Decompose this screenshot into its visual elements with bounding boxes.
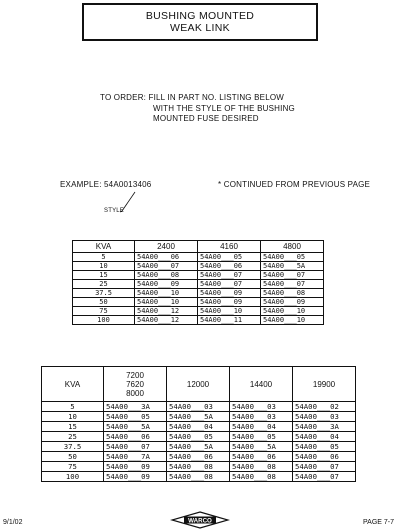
part-number-cell: 54A00___07 [135,262,198,271]
title-line-1: BUSHING MOUNTED [145,10,255,22]
part-number-cell: 54A00___06 [167,452,230,462]
voltage-header-19900: 19900 [293,367,356,402]
part-number-cell: 54A00___04 [230,422,293,432]
part-number-cell: 54A00___12 [135,316,198,325]
part-number-cell: 54A00___07 [293,472,356,482]
warco-logo [170,511,230,529]
part-number-cell: 54A00___09 [261,298,324,307]
style-label: STYLE [104,208,125,214]
part-number-cell: 54A00___05 [261,253,324,262]
continued-note: * CONTINUED FROM PREVIOUS PAGE [218,180,371,189]
part-number-cell: 54A00___09 [104,472,167,482]
kva-cell: 75 [73,307,135,316]
kva-cell: 15 [73,271,135,280]
part-number-cell: 54A00___04 [167,422,230,432]
part-number-cell: 54A00___09 [104,462,167,472]
part-number-cell: 54A00___12 [135,307,198,316]
voltage-table-2 [41,366,356,482]
table-body [73,253,324,325]
part-number-cell: 54A00___5A [261,262,324,271]
part-number-cell: 54A00___07 [198,271,261,280]
part-number-cell: 54A00___10 [198,307,261,316]
part-number-cell: 54A00___08 [135,271,198,280]
kva-cell: 15 [42,422,104,432]
table-row [42,432,356,442]
kva-cell: 100 [42,472,104,482]
part-number-cell: 54A00___07 [261,271,324,280]
kva-cell: 37.5 [42,442,104,452]
part-number-cell: 54A00___05 [167,432,230,442]
part-number-cell: 54A00___03 [167,402,230,412]
part-number-cell: 54A00___08 [230,472,293,482]
part-number-cell: 54A00___05 [293,442,356,452]
part-number-cell: 54A00___07 [198,280,261,289]
part-number-cell: 54A00___09 [198,289,261,298]
kva-cell: 5 [42,402,104,412]
kva-cell: 37.5 [73,289,135,298]
part-number-cell: 54A00___11 [198,316,261,325]
kva-cell: 25 [73,280,135,289]
footer-date: 9/1/02 [3,519,23,526]
kva-header: KVA [73,241,135,253]
footer-page-number: PAGE 7-7 [363,519,394,526]
table-row [73,298,324,307]
table-row [42,462,356,472]
table-row [73,316,324,325]
table-row [42,402,356,412]
svg-text:WARCO: WARCO [188,517,212,525]
order-line-2: WITH THE STYLE OF THE BUSHING [153,103,295,113]
part-number-cell: 54A00___08 [167,472,230,482]
part-number-cell: 54A00___5A [230,442,293,452]
table-row [42,472,356,482]
part-number-cell: 54A00___07 [261,280,324,289]
voltage-header-7200-7620-8000 [104,367,167,402]
table-header-row [73,241,324,253]
table-row [42,452,356,462]
part-number-cell: 54A00___02 [293,402,356,412]
part-number-cell: 54A00___5A [104,422,167,432]
kva-cell: 50 [73,298,135,307]
order-line-3: MOUNTED FUSE DESIRED [153,114,259,123]
part-number-cell: 54A00___06 [104,432,167,442]
voltage-table-1 [72,240,324,325]
voltage-header-4160: 4160 [198,241,261,253]
kva-cell: 5 [73,253,135,262]
kva-cell: 100 [73,316,135,325]
part-number-cell: 54A00___09 [135,280,198,289]
part-number-cell: 54A00___08 [230,462,293,472]
part-number-cell: 54A00___05 [198,253,261,262]
part-number-cell: 54A00___10 [135,298,198,307]
voltage-7620: 7620 [126,379,144,389]
part-number-cell: 54A00___08 [261,289,324,298]
title-line-2: WEAK LINK [170,22,230,34]
part-number-cell: 54A00___07 [104,442,167,452]
kva-cell: 50 [42,452,104,462]
part-number-cell: 54A00___3A [104,402,167,412]
part-number-cell: 54A00___06 [135,253,198,262]
part-number-cell: 54A00___3A [293,422,356,432]
voltage-header-14400: 14400 [230,367,293,402]
kva-cell: 25 [42,432,104,442]
example-part-number: EXAMPLE: 54A0013406 [60,180,152,189]
part-number-cell: 54A00___7A [104,452,167,462]
table-header-row [42,367,356,402]
table-row [73,262,324,271]
part-number-cell: 54A00___04 [293,432,356,442]
part-number-cell: 54A00___5A [167,442,230,452]
part-number-cell: 54A00___05 [230,432,293,442]
table-row [73,307,324,316]
table-row [73,280,324,289]
part-number-cell: 54A00___03 [230,412,293,422]
table-row [73,253,324,262]
kva-cell: 75 [42,462,104,472]
voltage-8000: 8000 [126,388,144,398]
part-number-cell: 54A00___05 [104,412,167,422]
voltage-7200: 7200 [126,370,144,380]
part-number-cell: 54A00___06 [198,262,261,271]
kva-header: KVA [42,367,104,402]
part-number-cell: 54A00___06 [293,452,356,462]
table-row [73,271,324,280]
part-number-cell: 54A00___06 [230,452,293,462]
part-number-cell: 54A00___03 [293,412,356,422]
voltage-header-4800: 4800 [261,241,324,253]
part-number-cell: 54A00___5A [167,412,230,422]
table-row [42,422,356,432]
part-number-cell: 54A00___10 [135,289,198,298]
voltage-header-2400: 2400 [135,241,198,253]
order-line-1: TO ORDER: FILL IN PART NO. LISTING BELOW [100,93,285,102]
part-number-cell: 54A00___10 [261,307,324,316]
title-box [82,3,318,41]
table-row [42,442,356,452]
table-body [42,402,356,482]
part-number-cell: 54A00___08 [167,462,230,472]
part-number-cell: 54A00___07 [293,462,356,472]
voltage-header-12000: 12000 [167,367,230,402]
kva-cell: 10 [42,412,104,422]
part-number-cell: 54A00___09 [198,298,261,307]
order-instructions [100,93,295,125]
part-number-cell: 54A00___03 [230,402,293,412]
part-number-cell: 54A00___10 [261,316,324,325]
kva-cell: 10 [73,262,135,271]
table-row [42,412,356,422]
table-row [73,289,324,298]
